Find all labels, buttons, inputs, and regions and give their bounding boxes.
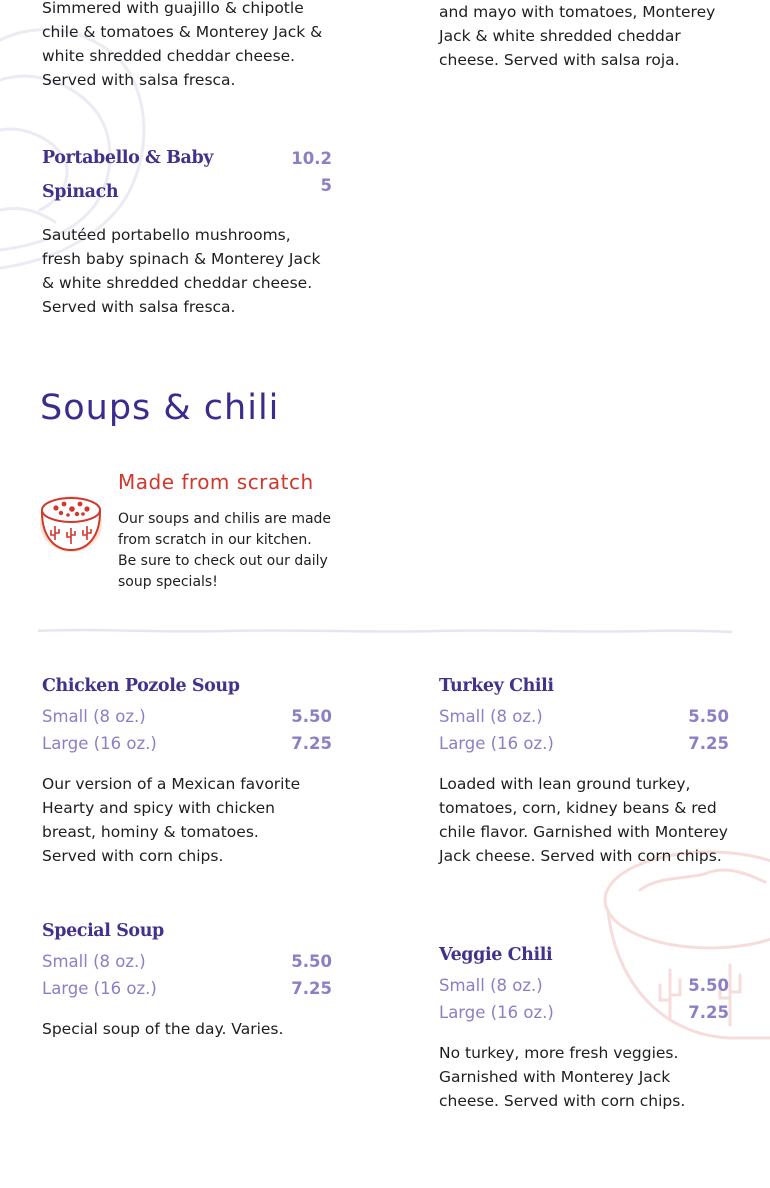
menu-item-veggie-chili <box>439 943 729 1113</box>
price-value: 5.50 <box>291 952 332 971</box>
menu-item-turkey-chili <box>439 674 729 868</box>
price-row-large <box>439 734 729 761</box>
size-label: Large (16 oz.) <box>42 979 157 998</box>
item-description: and mayo with tomatoes, Monterey Jack & white shredded cheddar cheese. Served with salsa roja. <box>439 3 716 69</box>
item-title: Chicken Pozole Soup <box>42 676 240 696</box>
price-value: 5.50 <box>688 976 729 995</box>
item-description: Special soup of the day. Varies. <box>42 1020 284 1038</box>
item-title-line: Portabello & Baby <box>42 148 214 168</box>
price-value: 7.25 <box>291 979 332 998</box>
size-label: Small (8 oz.) <box>439 707 543 726</box>
price-value: 5.50 <box>291 707 332 726</box>
top-left-column <box>42 0 332 92</box>
top-right-column <box>439 0 729 72</box>
section-title: Soups & chili <box>40 388 280 428</box>
price-value: 7.25 <box>688 734 729 753</box>
item-title-line: Spinach <box>42 182 119 202</box>
menu-item-chicken-pozole <box>42 674 332 868</box>
item-description: Simmered with guajillo & chipotle chile & tomatoes & Monterey Jack & white shredded cheddar cheese. Served with salsa fresca. <box>42 0 323 89</box>
item-title: Turkey Chili <box>439 676 554 696</box>
section-divider <box>38 626 732 636</box>
price-row-large <box>42 734 332 761</box>
size-label: Small (8 oz.) <box>439 976 543 995</box>
note-body: Our soups and chilis are made from scratch in our kitchen. Be sure to check out our daily soup specials! <box>118 511 332 590</box>
size-label: Small (8 oz.) <box>42 952 146 971</box>
size-label: Large (16 oz.) <box>439 1003 554 1022</box>
item-title: Veggie Chili <box>439 945 553 965</box>
price-value: 7.25 <box>688 1003 729 1022</box>
price-value: 5.50 <box>688 707 729 726</box>
size-label: Large (16 oz.) <box>439 734 554 753</box>
item-title <box>42 141 213 209</box>
price-row-small <box>439 707 729 734</box>
price-row-large <box>439 1003 729 1030</box>
item-description: Loaded with lean ground turkey, tomatoes, corn, kidney beans & red chile flavor. Garnished with Monterey Jack cheese. Served with corn chips. <box>439 775 728 865</box>
item-title: Special Soup <box>42 921 164 941</box>
item-price-line: 10.2 <box>291 149 332 168</box>
item-price-line: 5 <box>320 176 332 195</box>
item-description: No turkey, more fresh veggies. Garnished with Monterey Jack cheese. Served with corn chips. <box>439 1044 686 1110</box>
price-row-large <box>42 979 332 1006</box>
price-row-small <box>42 707 332 734</box>
price-row-small <box>42 952 332 979</box>
menu-item-portabello <box>42 141 332 319</box>
note-title: Made from scratch <box>118 470 314 494</box>
size-label: Large (16 oz.) <box>42 734 157 753</box>
item-description: Our version of a Mexican favorite Hearty and spicy with chicken breast, hominy & tomatoes. Served with corn chips. <box>42 775 301 865</box>
item-description: Sautéed portabello mushrooms, fresh baby spinach & Monterey Jack & white shredded cheddar cheese. Served with salsa fresca. <box>42 226 321 316</box>
soup-bowl-icon <box>38 490 104 556</box>
size-label: Small (8 oz.) <box>42 707 146 726</box>
item-price <box>291 145 332 199</box>
price-value: 7.25 <box>291 734 332 753</box>
menu-item-special-soup <box>42 919 332 1041</box>
price-row-small <box>439 976 729 1003</box>
